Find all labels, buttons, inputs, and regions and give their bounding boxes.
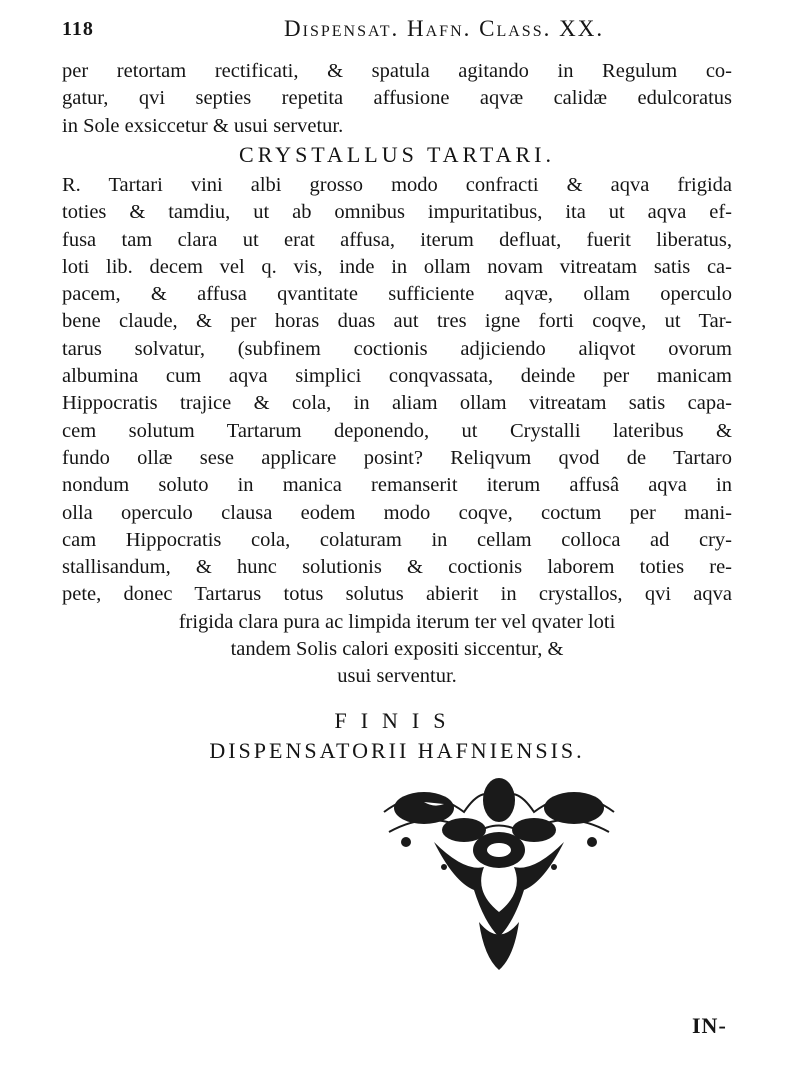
text-line: stallisandum, & hunc solutionis & coctionis laborem toties re- xyxy=(62,556,732,579)
recipe-paragraph xyxy=(62,172,732,691)
running-head-title: Dispensat. Hafn. Class. XX. xyxy=(284,16,605,41)
text-line: fundo ollæ sese applicare posint? Reliqvum qvod de Tartaro xyxy=(62,446,732,469)
finis-heading: FINIS xyxy=(334,708,460,733)
text-line: gatur, qvi septies repetita affusione aqvæ calidæ edulcoratus xyxy=(62,87,732,110)
catchword: IN- xyxy=(692,1013,727,1038)
text-line: loti lib. decem vel q. vis, inde in ollam novam vitreatam satis ca- xyxy=(62,255,732,278)
text-line: frigida clara pura ac limpida iterum ter vel qvater loti xyxy=(178,610,616,633)
text-line: toties & tamdiu, ut ab omnibus impuritatibus, ita ut aqva ef- xyxy=(62,201,732,224)
text-line: in Sole exsiccetur & usui servetur. xyxy=(62,114,344,137)
text-line: cem solutum Tartarum deponendo, ut Crystalli lateribus & xyxy=(62,419,732,442)
text-line: fusa tam clara ut erat affusa, iterum defluat, fuerit liberatus, xyxy=(62,228,732,251)
text-line: bene claude, & per horas duas aut tres igne forti coqve, ut Tar- xyxy=(62,310,732,333)
text-line: pacem, & affusa qvantitate sufficiente aqvæ, ollam operculo xyxy=(62,283,732,306)
section-title: CRYSTALLUS TARTARI. xyxy=(239,142,555,167)
text-line: nondum soluto in manica remanserit iterum affusâ aqva in xyxy=(62,474,732,497)
page-number: 118 xyxy=(62,18,94,40)
text-line: albumina cum aqva simplici conqvassata, deinde per manicam xyxy=(62,365,732,388)
finis-subtitle: DISPENSATORII HAFNIENSIS. xyxy=(209,738,585,763)
running-head xyxy=(62,16,760,46)
text-line: tandem Solis calori expositi siccentur, & xyxy=(230,638,564,661)
text-line: per retortam rectificati, & spatula agitando in Regulum co- xyxy=(62,60,732,82)
floral-tailpiece-ornament-icon xyxy=(364,772,634,982)
text-line: olla operculo clausa eodem modo coqve, coctum per mani- xyxy=(62,501,732,524)
text-line: R. Tartari vini albi grosso modo confracti & aqva frigida xyxy=(62,174,732,196)
intro-paragraph xyxy=(62,58,732,140)
text-line: cam Hippocratis cola, colaturam in cellam colloca ad cry- xyxy=(62,528,732,551)
text-line: pete, donec Tartarus totus solutus abierit in crystallos, qvi aqva xyxy=(62,583,732,606)
text-line: usui serventur. xyxy=(337,665,457,688)
text-line: tarus solvatur, (subfinem coctionis adjiciendo aliqvot ovorum xyxy=(62,337,732,360)
text-line: Hippocratis trajice & cola, in aliam ollam vitreatam satis capa- xyxy=(62,392,732,415)
